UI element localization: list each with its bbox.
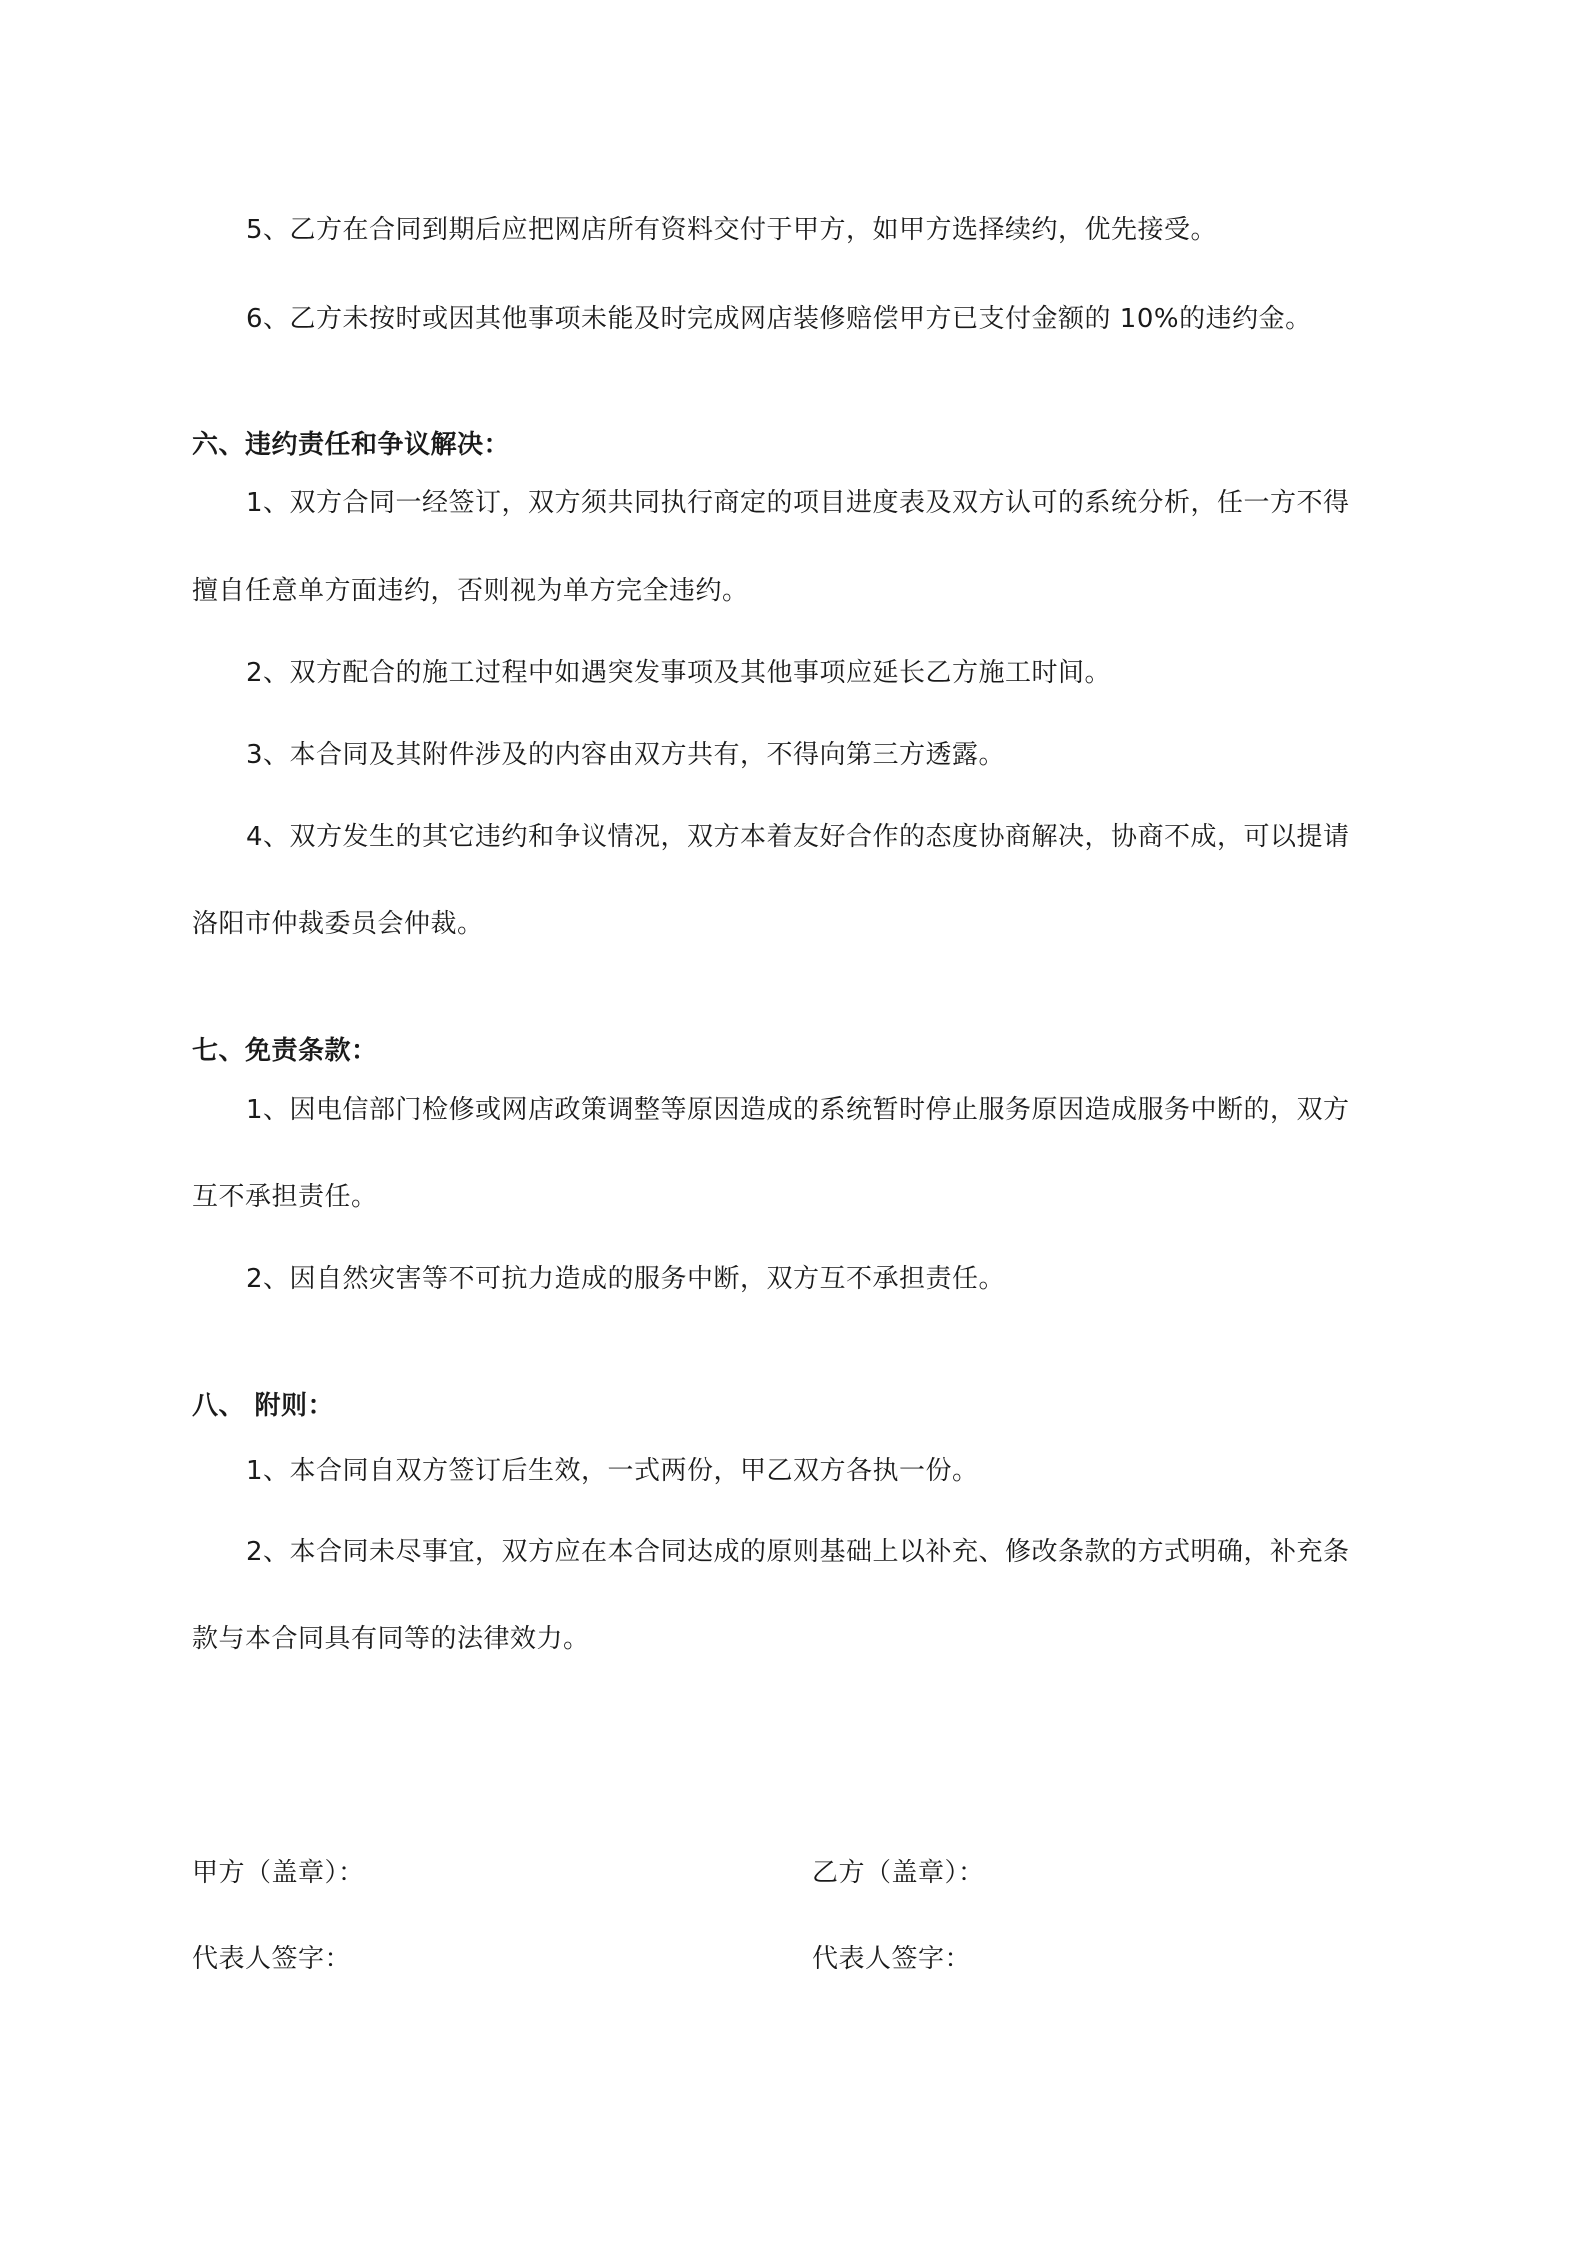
clause-6-2: 2、双方配合的施工过程中如遇突发事项及其他事项应延长乙方施工时间。	[246, 658, 1112, 688]
clause-8-1: 1、本合同自双方签订后生效，一式两份，甲乙双方各执一份。	[246, 1456, 979, 1486]
clause-7-2: 2、因自然灾害等不可抗力造成的服务中断，双方互不承担责任。	[246, 1264, 1006, 1294]
clause-6-4-line2: 洛阳市仲裁委员会仲裁。	[192, 909, 484, 939]
clause-5-5: 5、乙方在合同到期后应把网店所有资料交付于甲方，如甲方选择续约，优先接受。	[246, 215, 1218, 245]
clause-8-2-line1: 2、本合同未尽事宜，双方应在本合同达成的原则基础上以补充、修改条款的方式明确，补充条	[246, 1537, 1350, 1567]
section-6-heading: 六、违约责任和争议解决：	[192, 430, 511, 460]
party-b-seal-label: 乙方（盖章）：	[812, 1858, 985, 1888]
clause-6-1-line1: 1、双方合同一经签订，双方须共同执行商定的项目进度表及双方认可的系统分析，任一方不得	[246, 488, 1350, 518]
clause-7-1-line1: 1、因电信部门检修或网店政策调整等原因造成的系统暂时停止服务原因造成服务中断的，双方	[246, 1095, 1350, 1125]
clause-8-2-line2: 款与本合同具有同等的法律效力。	[192, 1624, 590, 1654]
party-a-rep-label: 代表人签字：	[192, 1944, 352, 1974]
clause-5-6: 6、乙方未按时或因其他事项未能及时完成网店装修赔偿甲方已支付金额的 10%的违约金。	[246, 304, 1312, 334]
party-a-seal-label: 甲方（盖章）：	[192, 1858, 365, 1888]
section-7-heading: 七、免责条款：	[192, 1036, 378, 1066]
clause-7-1-line2: 互不承担责任。	[192, 1182, 378, 1212]
clause-6-4-line1: 4、双方发生的其它违约和争议情况，双方本着友好合作的态度协商解决，协商不成，可以提请	[246, 822, 1350, 852]
clause-6-1-line2: 擅自任意单方面违约，否则视为单方完全违约。	[192, 576, 749, 606]
party-b-rep-label: 代表人签字：	[812, 1944, 972, 1974]
clause-6-3: 3、本合同及其附件涉及的内容由双方共有，不得向第三方透露。	[246, 740, 1006, 770]
section-8-heading: 八、 附则：	[192, 1391, 335, 1421]
